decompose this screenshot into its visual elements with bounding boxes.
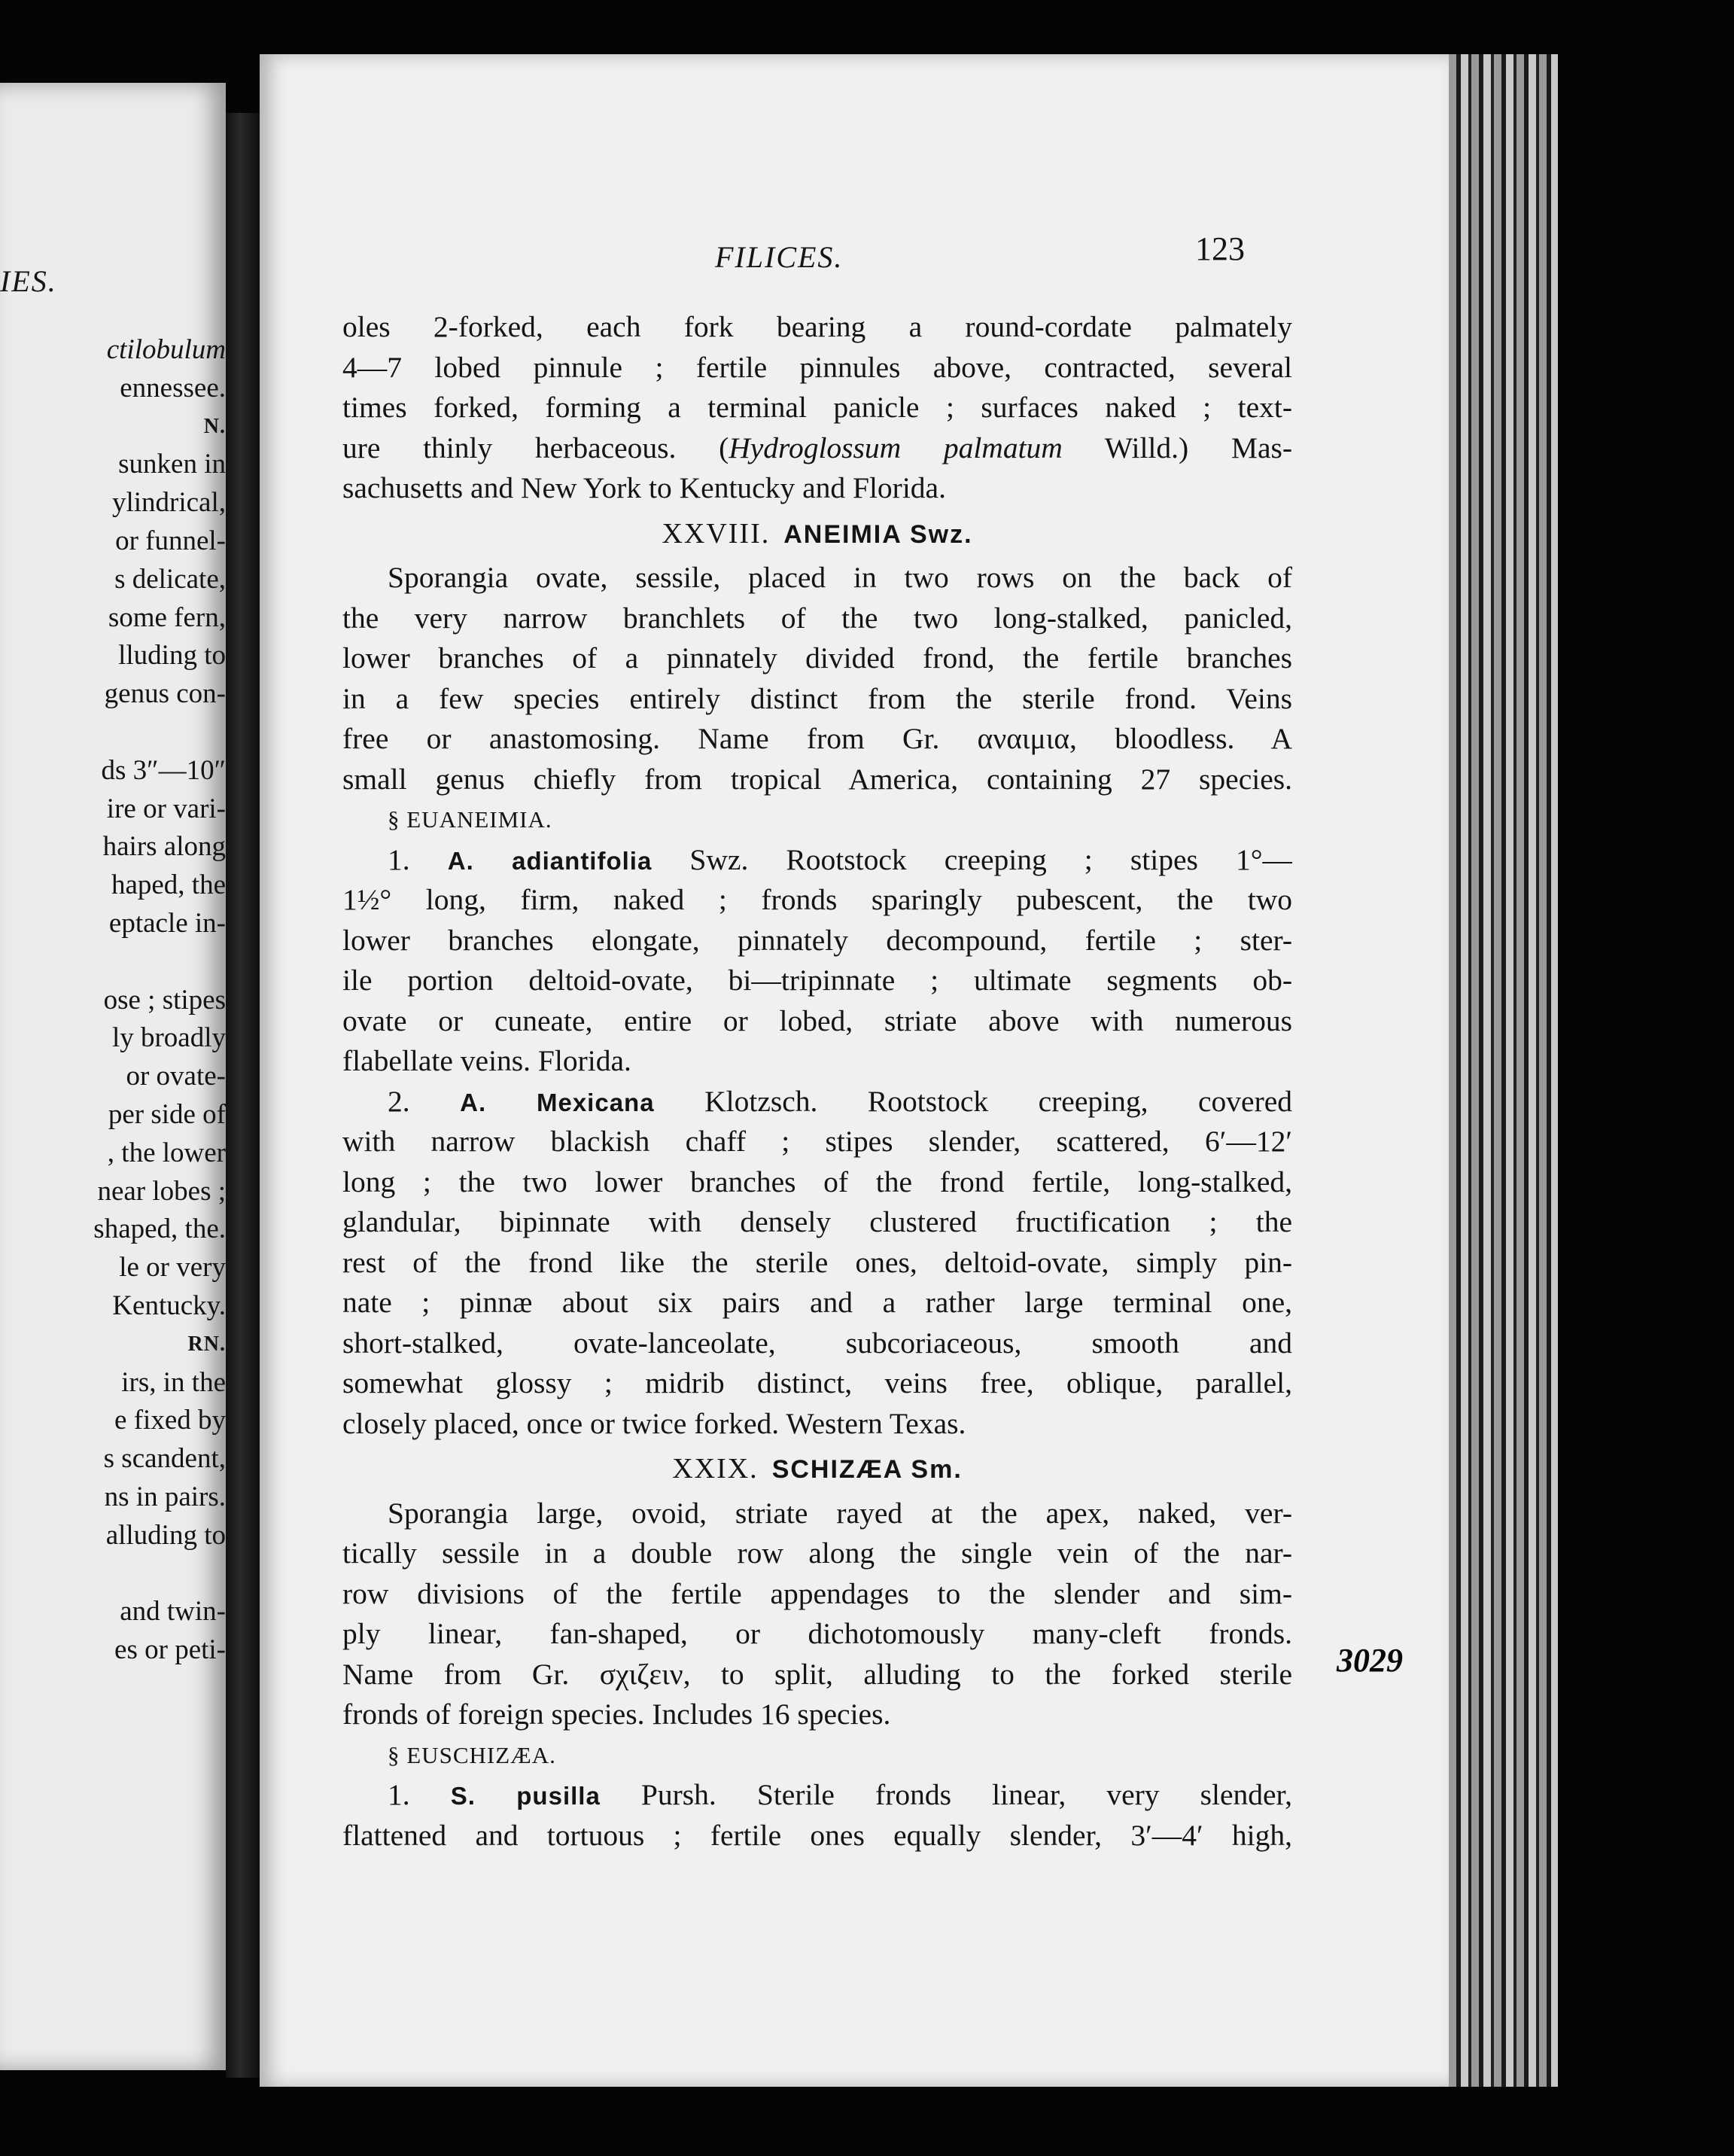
text-line: free or anastomosing. Name from Gr. αναιμια, bloodless. A [342, 722, 1292, 755]
left-text-line: haped, the [111, 869, 226, 901]
section-heading: § EUSCHIZÆA. [388, 1741, 556, 1768]
text-line: flabellate veins. Florida. [342, 1044, 631, 1077]
text-line: lower branches elongate, pinnately decompound, fertile ; ster- [342, 923, 1292, 957]
running-head: FILICES. [715, 240, 844, 274]
left-text-line: shaped, the. [93, 1214, 226, 1245]
text-line: small genus chiefly from tropical America, containing 27 species. [342, 762, 1292, 796]
text-line: in a few species entirely distinct from the sterile frond. Veins [342, 681, 1292, 715]
text-line: lower branches of a pinnately divided frond, the fertile branches [342, 641, 1292, 675]
left-text-line: es or peti- [114, 1634, 226, 1666]
left-text-line: eptacle in- [108, 907, 226, 939]
left-text-line: s scandent, [103, 1443, 226, 1475]
text-line: oles 2-forked, each fork bearing a round-cordate palmately [342, 310, 1292, 343]
text-line [342, 428, 1292, 469]
left-facing-page [0, 83, 226, 2070]
genus-name: ANEIMIA Swz. [783, 519, 973, 549]
text-line: times forked, forming a terminal panicle ; surfaces naked ; text- [342, 391, 1292, 424]
species-entry-first-line [342, 1775, 1292, 1816]
text-line: rest of the frond like the sterile ones, deltoid-ovate, simply pin- [342, 1245, 1292, 1279]
text-line: Sporangia ovate, sessile, placed in two rows on the back of [388, 561, 1292, 594]
text-line: short-stalked, ovate-lanceolate, subcoriaceous, smooth and [342, 1326, 1292, 1360]
left-text-line: ire or vari- [106, 793, 226, 824]
left-text-line: Kentucky. [112, 1290, 226, 1321]
text-line: sachusetts and New York to Kentucky and Florida. [342, 471, 946, 504]
genus-heading-schizaea [342, 1448, 1292, 1489]
main-text-block [342, 307, 1292, 1856]
left-text-column [0, 331, 226, 1670]
text-line: Sporangia large, ovoid, striate rayed at the apex, naked, ver- [388, 1496, 1292, 1530]
genus-number: XXIX. [672, 1453, 759, 1485]
text-line: ply linear, fan-shaped, or dichotomously many-cleft fronds. [342, 1617, 1292, 1650]
species-number: 1. [388, 1778, 410, 1811]
left-text-line: or ovate- [126, 1061, 226, 1092]
species-name: S. pusilla [450, 1782, 601, 1810]
left-text-line: e fixed by [114, 1405, 226, 1436]
left-text-line: lluding to [118, 640, 226, 671]
species-entry-first-line [342, 840, 1292, 881]
left-text-line: le or very [119, 1252, 226, 1284]
text-line: 4—7 lobed pinnule ; fertile pinnules above, contracted, several [342, 350, 1292, 384]
genus-number: XXVIII. [662, 517, 771, 550]
left-text-line: hairs along [102, 831, 226, 863]
left-running-head: IES. [0, 264, 57, 298]
text-line: row divisions of the fertile appendages to the slender and sim- [342, 1576, 1292, 1610]
left-text-line: irs, in the [121, 1366, 226, 1398]
text-line: somewhat glossy ; midrib distinct, veins free, oblique, parallel, [342, 1366, 1292, 1399]
page-number: 123 [1195, 230, 1245, 267]
species-name: A. adiantifolia [447, 846, 653, 875]
left-text-line: s delicate, [114, 563, 226, 595]
left-text-line: RN. [187, 1332, 226, 1356]
synonym-italic: Hydroglossum palmatum [729, 431, 1063, 464]
left-text-line: and twin- [120, 1596, 226, 1628]
left-text-line: genus con- [104, 678, 226, 710]
left-text-line: N. [203, 414, 226, 438]
left-text-line [0, 714, 226, 752]
left-text-line: alluding to [105, 1519, 226, 1551]
left-text-line: ctilobulum [106, 334, 226, 365]
text-fragment: Pursh. Sterile fronds linear, very slender, [600, 1778, 1292, 1811]
left-text-line: near lobes ; [97, 1175, 226, 1207]
text-fragment: Swz. Rootstock creeping ; stipes 1°— [652, 842, 1292, 876]
text-line: ovate or cuneate, entire or lobed, striate above with numerous [342, 1003, 1292, 1037]
left-text-line: ds 3″—10″ [101, 754, 226, 786]
text-line: glandular, bipinnate with densely clustered fructification ; the [342, 1205, 1292, 1238]
text-line: fronds of foreign species. Includes 16 species. [342, 1698, 891, 1731]
left-text-line: some fern, [108, 601, 226, 633]
left-text-line: per side of [108, 1098, 226, 1130]
species-number: 1. [388, 842, 410, 876]
left-text-line [0, 943, 226, 982]
text-line: 1½° long, firm, naked ; fronds sparingly pubescent, the two [342, 883, 1292, 916]
text-line: closely placed, once or twice forked. Western Texas. [342, 1406, 966, 1440]
left-text-line: ylindrical, [111, 487, 226, 519]
text-fragment: Willd.) Mas- [1062, 431, 1292, 464]
text-fragment: Klotzsch. Rootstock creeping, covered [654, 1084, 1292, 1118]
left-text-line: ennessee. [120, 372, 226, 403]
book-gutter [226, 113, 262, 2078]
genus-name: SCHIZÆA Sm. [771, 1455, 963, 1484]
section-heading: § EUANEIMIA. [388, 806, 552, 833]
text-line: tically sessile in a double row along the single vein of the nar- [342, 1536, 1292, 1570]
left-text-line: sunken in [118, 449, 226, 480]
page-edges [1449, 54, 1558, 2087]
species-number: 2. [388, 1084, 410, 1118]
left-text-line: ns in pairs. [104, 1481, 226, 1512]
text-line: nate ; pinnæ about six pairs and a rather large terminal one, [342, 1286, 1292, 1319]
left-text-line: ly broadly [111, 1022, 226, 1054]
text-line: Name from Gr. σχιζειν, to split, alluding to the forked sterile [342, 1657, 1292, 1691]
left-text-line: , the lower [107, 1137, 226, 1168]
text-line: the very narrow branchlets of the two long-stalked, panicled, [342, 601, 1292, 635]
text-fragment: ure thinly herbaceous. ( [342, 431, 729, 464]
left-text-line: or funnel- [115, 525, 226, 556]
species-name: A. Mexicana [460, 1088, 655, 1116]
genus-heading-aneimia [342, 513, 1292, 554]
text-line: ile portion deltoid-ovate, bi—tripinnate ; ultimate segments ob- [342, 964, 1292, 997]
text-line: flattened and tortuous ; fertile ones equally slender, 3′—4′ high, [342, 1818, 1292, 1852]
left-text-line: ose ; stipes [103, 984, 226, 1016]
text-line: long ; the two lower branches of the frond fertile, long-stalked, [342, 1165, 1292, 1198]
species-entry-first-line [342, 1082, 1292, 1122]
left-text-line [0, 1555, 226, 1594]
text-line: with narrow blackish chaff ; stipes slender, scattered, 6′—12′ [342, 1125, 1292, 1158]
handwritten-margin-number: 3029 [1337, 1642, 1403, 1679]
